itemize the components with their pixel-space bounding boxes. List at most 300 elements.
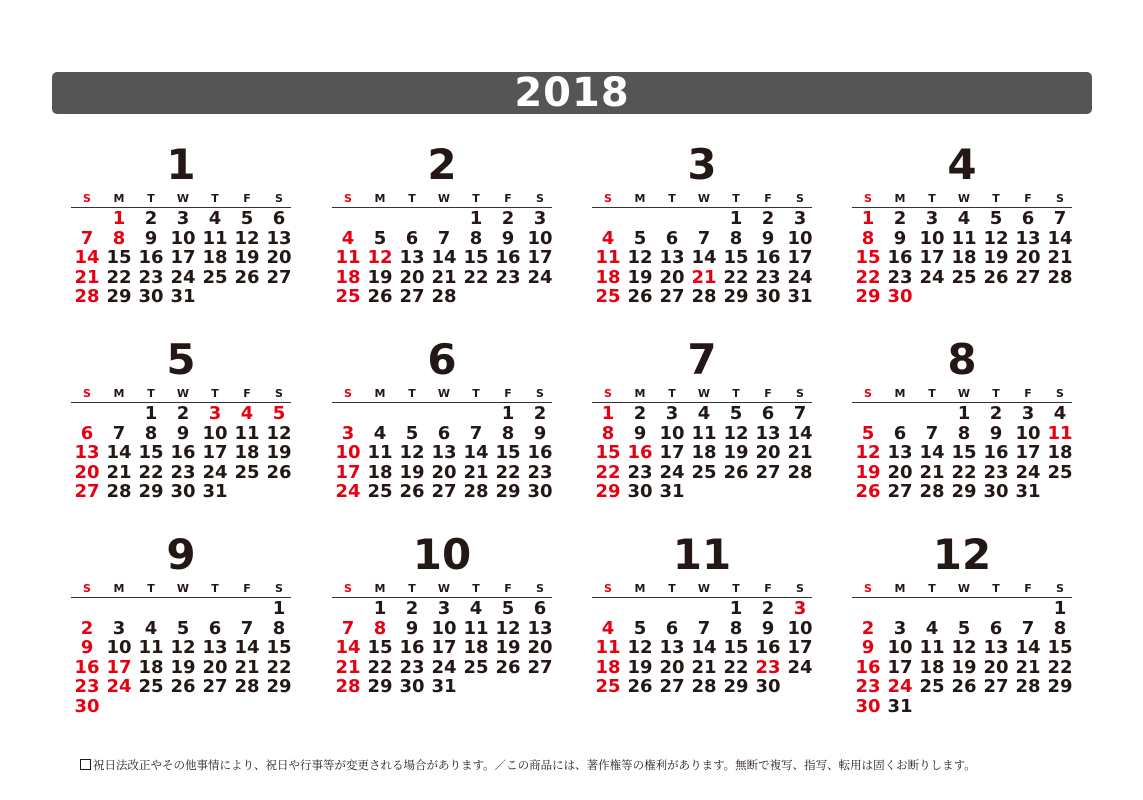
date: 1 [469, 208, 483, 229]
weekday-header [71, 192, 291, 208]
date: 24 [527, 266, 553, 288]
weekday-label: M [634, 192, 646, 205]
date: 15 [723, 247, 749, 268]
date: 7 [112, 422, 126, 444]
date: 1 [144, 403, 158, 424]
date: 25 [234, 461, 260, 483]
date: 19 [170, 656, 196, 678]
date: 4 [697, 403, 711, 424]
date: 26 [399, 481, 425, 502]
holiday-date: 21 [335, 656, 361, 678]
month-title: 8 [947, 335, 977, 384]
date: 3 [437, 598, 451, 619]
date: 16 [755, 637, 781, 658]
weekday-label: F [1024, 192, 1032, 205]
month-block [852, 335, 1072, 502]
date: 21 [1015, 656, 1041, 678]
holiday-date: 4 [601, 617, 615, 639]
date: 6 [665, 617, 679, 639]
date: 27 [527, 656, 553, 678]
holiday-date: 21 [74, 266, 100, 288]
month-title: 5 [166, 335, 196, 384]
month-block [71, 530, 291, 716]
empty-cell [916, 404, 948, 424]
month-title: 7 [687, 335, 717, 384]
holiday-date: 12 [367, 247, 393, 268]
date: 13 [755, 422, 781, 444]
weekday-label: S [864, 192, 872, 205]
month-title: 12 [932, 530, 992, 579]
date: 5 [633, 617, 647, 639]
holiday-date: 30 [855, 695, 881, 717]
weekday-label: S [864, 582, 872, 595]
date: 18 [691, 442, 717, 463]
holiday-date: 21 [691, 266, 717, 288]
holiday-date: 16 [74, 656, 100, 678]
date: 12 [495, 617, 521, 639]
date: 4 [208, 208, 222, 229]
date: 22 [367, 656, 393, 678]
month-block [852, 140, 1072, 307]
date: 7 [469, 422, 483, 444]
holiday-date: 29 [595, 481, 621, 502]
date: 18 [1047, 442, 1073, 463]
holiday-date: 1 [601, 403, 615, 424]
weekday-label: S [83, 192, 91, 205]
day-grid [71, 209, 291, 307]
date: 29 [106, 286, 132, 307]
date: 3 [533, 208, 547, 229]
date: 23 [527, 461, 553, 483]
date: 9 [501, 227, 515, 249]
date: 17 [202, 442, 228, 463]
date: 22 [723, 266, 749, 288]
holiday-date: 25 [595, 286, 621, 307]
holiday-date: 28 [335, 676, 361, 697]
date: 30 [983, 481, 1009, 502]
weekday-label: M [894, 192, 906, 205]
date: 12 [266, 422, 292, 444]
date: 23 [887, 266, 913, 288]
date: 6 [405, 227, 419, 249]
date: 6 [272, 208, 286, 229]
date: 13 [527, 617, 553, 639]
date: 10 [787, 227, 813, 249]
date: 28 [691, 676, 717, 697]
weekday-label: M [374, 192, 386, 205]
date: 16 [983, 442, 1009, 463]
holiday-date: 4 [601, 227, 615, 249]
date: 30 [627, 481, 653, 502]
weekday-label: W [957, 582, 971, 595]
footer-text: 祝日法改正やその他事情により、祝日や行事等が変更される場合があります。／この商品には、著作権等の権利があります。無断で複写、指写、転用は固くお断りします。 [93, 758, 976, 772]
date: 3 [893, 617, 907, 639]
weekday-label: W [437, 192, 451, 205]
weekday-label: T [147, 582, 155, 595]
holiday-date: 3 [208, 403, 222, 424]
date: 21 [919, 461, 945, 483]
empty-cell [884, 599, 916, 619]
date: 2 [761, 208, 775, 229]
weekday-label: S [604, 192, 612, 205]
date: 17 [659, 442, 685, 463]
date: 29 [951, 481, 977, 502]
date: 25 [367, 481, 393, 502]
date: 25 [463, 656, 489, 678]
date: 16 [399, 637, 425, 658]
date: 28 [787, 461, 813, 483]
weekday-header [852, 582, 1072, 598]
date: 21 [463, 461, 489, 483]
date: 25 [951, 266, 977, 288]
date: 16 [170, 442, 196, 463]
date: 29 [266, 676, 292, 697]
date: 19 [951, 656, 977, 678]
date: 20 [659, 266, 685, 288]
date: 10 [202, 422, 228, 444]
weekday-label: T [472, 192, 480, 205]
day-grid [852, 599, 1072, 716]
empty-cell [71, 209, 103, 229]
day-grid [592, 209, 812, 307]
empty-cell [624, 599, 656, 619]
date: 11 [919, 637, 945, 658]
holiday-date: 17 [335, 461, 361, 483]
weekday-label: T [668, 582, 676, 595]
weekday-label: F [1024, 387, 1032, 400]
date: 7 [1053, 208, 1067, 229]
weekday-label: T [472, 387, 480, 400]
date: 17 [787, 247, 813, 268]
weekday-label: F [243, 192, 251, 205]
date: 15 [495, 442, 521, 463]
weekday-label: T [732, 387, 740, 400]
date: 12 [170, 637, 196, 658]
holiday-date: 9 [80, 637, 94, 658]
date: 1 [729, 208, 743, 229]
holiday-date: 2 [80, 617, 94, 639]
weekday-label: T [408, 387, 416, 400]
empty-cell [624, 209, 656, 229]
date: 20 [266, 247, 292, 268]
date: 4 [957, 208, 971, 229]
date: 29 [495, 481, 521, 502]
date: 16 [527, 442, 553, 463]
date: 14 [787, 422, 813, 444]
weekday-label: M [894, 387, 906, 400]
date: 29 [367, 676, 393, 697]
weekday-label: T [211, 192, 219, 205]
date: 7 [1021, 617, 1035, 639]
empty-cell [656, 209, 688, 229]
date: 28 [1047, 266, 1073, 288]
date: 27 [983, 676, 1009, 697]
date: 12 [951, 637, 977, 658]
weekday-label: T [928, 387, 936, 400]
day-grid [332, 209, 552, 307]
date: 29 [1047, 676, 1073, 697]
date: 28 [234, 676, 260, 697]
date: 11 [463, 617, 489, 639]
date: 24 [1015, 461, 1041, 483]
empty-cell [656, 599, 688, 619]
date: 22 [463, 266, 489, 288]
weekday-label: F [243, 387, 251, 400]
date: 2 [533, 403, 547, 424]
date: 4 [373, 422, 387, 444]
date: 23 [399, 656, 425, 678]
weekday-label: F [504, 192, 512, 205]
date: 12 [627, 637, 653, 658]
date: 28 [919, 481, 945, 502]
date: 30 [755, 286, 781, 307]
holiday-date: 3 [341, 422, 355, 444]
date: 25 [691, 461, 717, 483]
date: 25 [202, 266, 228, 288]
date: 16 [755, 247, 781, 268]
day-grid [71, 404, 291, 502]
date: 30 [527, 481, 553, 502]
date: 27 [659, 286, 685, 307]
weekday-label: M [634, 582, 646, 595]
day-grid [592, 599, 812, 697]
date: 19 [723, 442, 749, 463]
date: 20 [887, 461, 913, 483]
date: 2 [761, 598, 775, 619]
holiday-date: 11 [595, 637, 621, 658]
empty-cell [1012, 599, 1044, 619]
weekday-label: F [1024, 582, 1032, 595]
holiday-date: 23 [855, 676, 881, 697]
date: 21 [787, 442, 813, 463]
month-title: 6 [427, 335, 457, 384]
weekday-label: S [1056, 192, 1064, 205]
holiday-date: 3 [793, 598, 807, 619]
date: 10 [106, 637, 132, 658]
date: 24 [431, 656, 457, 678]
date: 3 [665, 403, 679, 424]
date: 9 [761, 227, 775, 249]
weekday-label: W [697, 192, 711, 205]
weekday-label: T [992, 582, 1000, 595]
date: 7 [925, 422, 939, 444]
empty-cell [428, 404, 460, 424]
date: 5 [405, 422, 419, 444]
holiday-date: 13 [74, 442, 100, 463]
date: 1 [1053, 598, 1067, 619]
date: 6 [1021, 208, 1035, 229]
holiday-date: 25 [595, 676, 621, 697]
weekday-label: T [472, 582, 480, 595]
date: 5 [501, 598, 515, 619]
date: 26 [367, 286, 393, 307]
date: 19 [627, 266, 653, 288]
empty-cell [428, 209, 460, 229]
date: 6 [893, 422, 907, 444]
date: 31 [887, 695, 913, 717]
weekday-label: W [176, 192, 190, 205]
date: 26 [627, 676, 653, 697]
holiday-date: 24 [887, 676, 913, 697]
holiday-date: 26 [855, 481, 881, 502]
weekday-label: S [344, 387, 352, 400]
empty-cell [688, 209, 720, 229]
date: 10 [431, 617, 457, 639]
date: 10 [527, 227, 553, 249]
date: 6 [437, 422, 451, 444]
date: 5 [989, 208, 1003, 229]
weekday-label: W [437, 387, 451, 400]
date: 18 [951, 247, 977, 268]
date: 15 [463, 247, 489, 268]
date: 27 [202, 676, 228, 697]
weekday-label: T [211, 582, 219, 595]
empty-cell [167, 599, 199, 619]
date: 15 [723, 637, 749, 658]
date: 13 [399, 247, 425, 268]
day-grid [71, 599, 291, 716]
holiday-date: 5 [272, 403, 286, 424]
date: 18 [234, 442, 260, 463]
weekday-label: M [113, 582, 125, 595]
empty-cell [852, 599, 884, 619]
empty-cell [980, 599, 1012, 619]
weekday-label: W [176, 387, 190, 400]
holiday-date: 6 [80, 422, 94, 444]
weekday-label: T [992, 387, 1000, 400]
weekday-label: S [1056, 387, 1064, 400]
date: 31 [1015, 481, 1041, 502]
weekday-label: T [408, 582, 416, 595]
holiday-date: 30 [74, 695, 100, 717]
date: 19 [627, 656, 653, 678]
month-title: 2 [427, 140, 457, 189]
holiday-date: 22 [595, 461, 621, 483]
date: 28 [106, 481, 132, 502]
weekday-label: S [604, 387, 612, 400]
date: 10 [787, 617, 813, 639]
date: 17 [1015, 442, 1041, 463]
month-block [592, 530, 812, 697]
date: 5 [373, 227, 387, 249]
month-title: 10 [412, 530, 472, 579]
date: 12 [399, 442, 425, 463]
weekday-label: M [894, 582, 906, 595]
date: 22 [495, 461, 521, 483]
empty-cell [71, 599, 103, 619]
weekday-label: T [211, 387, 219, 400]
holiday-date: 4 [341, 227, 355, 249]
date: 12 [983, 227, 1009, 249]
date: 30 [170, 481, 196, 502]
holiday-date: 24 [335, 481, 361, 502]
weekday-label: M [374, 387, 386, 400]
weekday-label: F [764, 387, 772, 400]
date: 2 [405, 598, 419, 619]
empty-cell [332, 209, 364, 229]
date: 20 [983, 656, 1009, 678]
date: 31 [431, 676, 457, 697]
holiday-date: 29 [855, 286, 881, 307]
date: 20 [1015, 247, 1041, 268]
date: 14 [463, 442, 489, 463]
holiday-date: 24 [106, 676, 132, 697]
date: 5 [729, 403, 743, 424]
date: 15 [266, 637, 292, 658]
weekday-label: S [536, 387, 544, 400]
month-block [852, 530, 1072, 716]
date: 31 [170, 286, 196, 307]
month-title: 11 [672, 530, 732, 579]
date: 15 [138, 442, 164, 463]
weekday-label: S [275, 582, 283, 595]
month-block [592, 140, 812, 307]
date: 21 [106, 461, 132, 483]
month-block [332, 530, 552, 697]
weekday-header [71, 582, 291, 598]
date: 23 [138, 266, 164, 288]
date: 13 [983, 637, 1009, 658]
weekday-label: W [697, 387, 711, 400]
weekday-label: S [83, 582, 91, 595]
holiday-date: 1 [112, 208, 126, 229]
date: 10 [659, 422, 685, 444]
weekday-header [852, 387, 1072, 403]
weekday-label: S [536, 192, 544, 205]
empty-cell [103, 599, 135, 619]
weekday-header [332, 192, 552, 208]
empty-cell [916, 599, 948, 619]
date: 13 [431, 442, 457, 463]
empty-cell [364, 209, 396, 229]
weekday-label: M [113, 387, 125, 400]
empty-cell [592, 599, 624, 619]
date: 27 [431, 481, 457, 502]
date: 25 [138, 676, 164, 697]
date: 14 [691, 637, 717, 658]
holiday-date: 10 [335, 442, 361, 463]
date: 8 [957, 422, 971, 444]
weekday-header [592, 387, 812, 403]
date: 11 [951, 227, 977, 249]
date: 18 [202, 247, 228, 268]
holiday-date: 30 [887, 286, 913, 307]
date: 29 [723, 676, 749, 697]
date: 7 [793, 403, 807, 424]
holiday-date: 19 [855, 461, 881, 483]
empty-cell [135, 599, 167, 619]
date: 4 [144, 617, 158, 639]
date: 14 [1047, 227, 1073, 249]
date: 28 [431, 286, 457, 307]
date: 26 [983, 266, 1009, 288]
weekday-label: W [176, 582, 190, 595]
date: 7 [697, 227, 711, 249]
date: 30 [399, 676, 425, 697]
date: 26 [495, 656, 521, 678]
date: 22 [106, 266, 132, 288]
date: 10 [170, 227, 196, 249]
date: 8 [469, 227, 483, 249]
weekday-label: W [437, 582, 451, 595]
month-block [71, 140, 291, 307]
date: 2 [989, 403, 1003, 424]
weekday-label: S [536, 582, 544, 595]
date: 6 [761, 403, 775, 424]
date: 13 [887, 442, 913, 463]
date: 20 [659, 656, 685, 678]
date: 20 [755, 442, 781, 463]
